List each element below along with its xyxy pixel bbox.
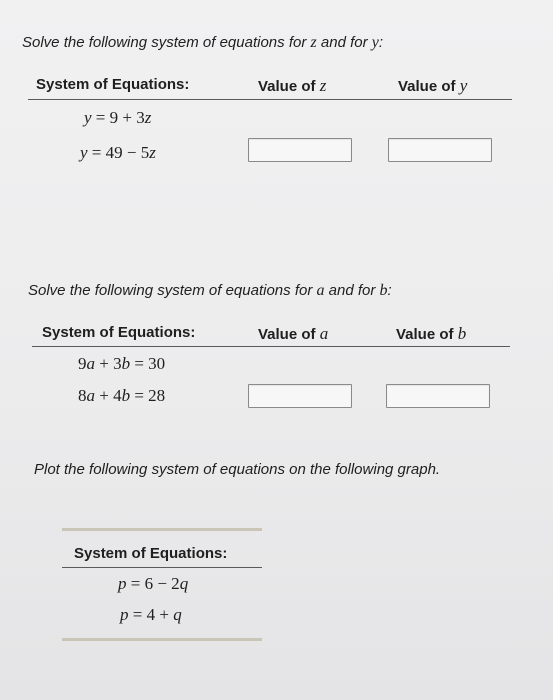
problem3-header-rule [62, 567, 262, 568]
problem1-header-rule [28, 99, 512, 100]
problem3-bottom-rule [62, 638, 262, 641]
problem2-header-value-b: Value of b [396, 324, 467, 343]
problem2-header-value-a: Value of a [258, 324, 329, 343]
problem1-header-value-y: Value of y [398, 76, 468, 95]
problem3-header-system: System of Equations: [74, 545, 228, 562]
problem2-equation-2: 8a + 4b = 28 [78, 386, 166, 405]
problem3-equation-2: p = 4 + q [120, 605, 182, 624]
problem1-instruction: Solve the following system of equations for z and for y: [22, 34, 384, 51]
problem2-instruction: Solve the following system of equations for a and for b: [28, 282, 392, 299]
problem1-value-z-input[interactable] [248, 138, 352, 162]
problem3-instruction: Plot the following system of equations on the following graph. [34, 461, 441, 478]
problem1-value-y-input[interactable] [388, 138, 492, 162]
problem2-equation-1: 9a + 3b = 30 [78, 354, 166, 373]
problem2-value-b-input[interactable] [386, 384, 490, 408]
problem1-header-system: System of Equations: [36, 76, 190, 93]
problem2-header-system: System of Equations: [42, 324, 196, 341]
problem3-equation-1: p = 6 − 2q [118, 574, 189, 593]
problem1-equation-2: y = 49 − 5z [80, 143, 156, 162]
problem2-value-a-input[interactable] [248, 384, 352, 408]
problem3-top-rule [62, 528, 262, 531]
problem1-equation-1: y = 9 + 3z [84, 108, 152, 127]
problem2-header-rule [32, 346, 510, 347]
problem1-header-value-z: Value of z [258, 76, 327, 95]
